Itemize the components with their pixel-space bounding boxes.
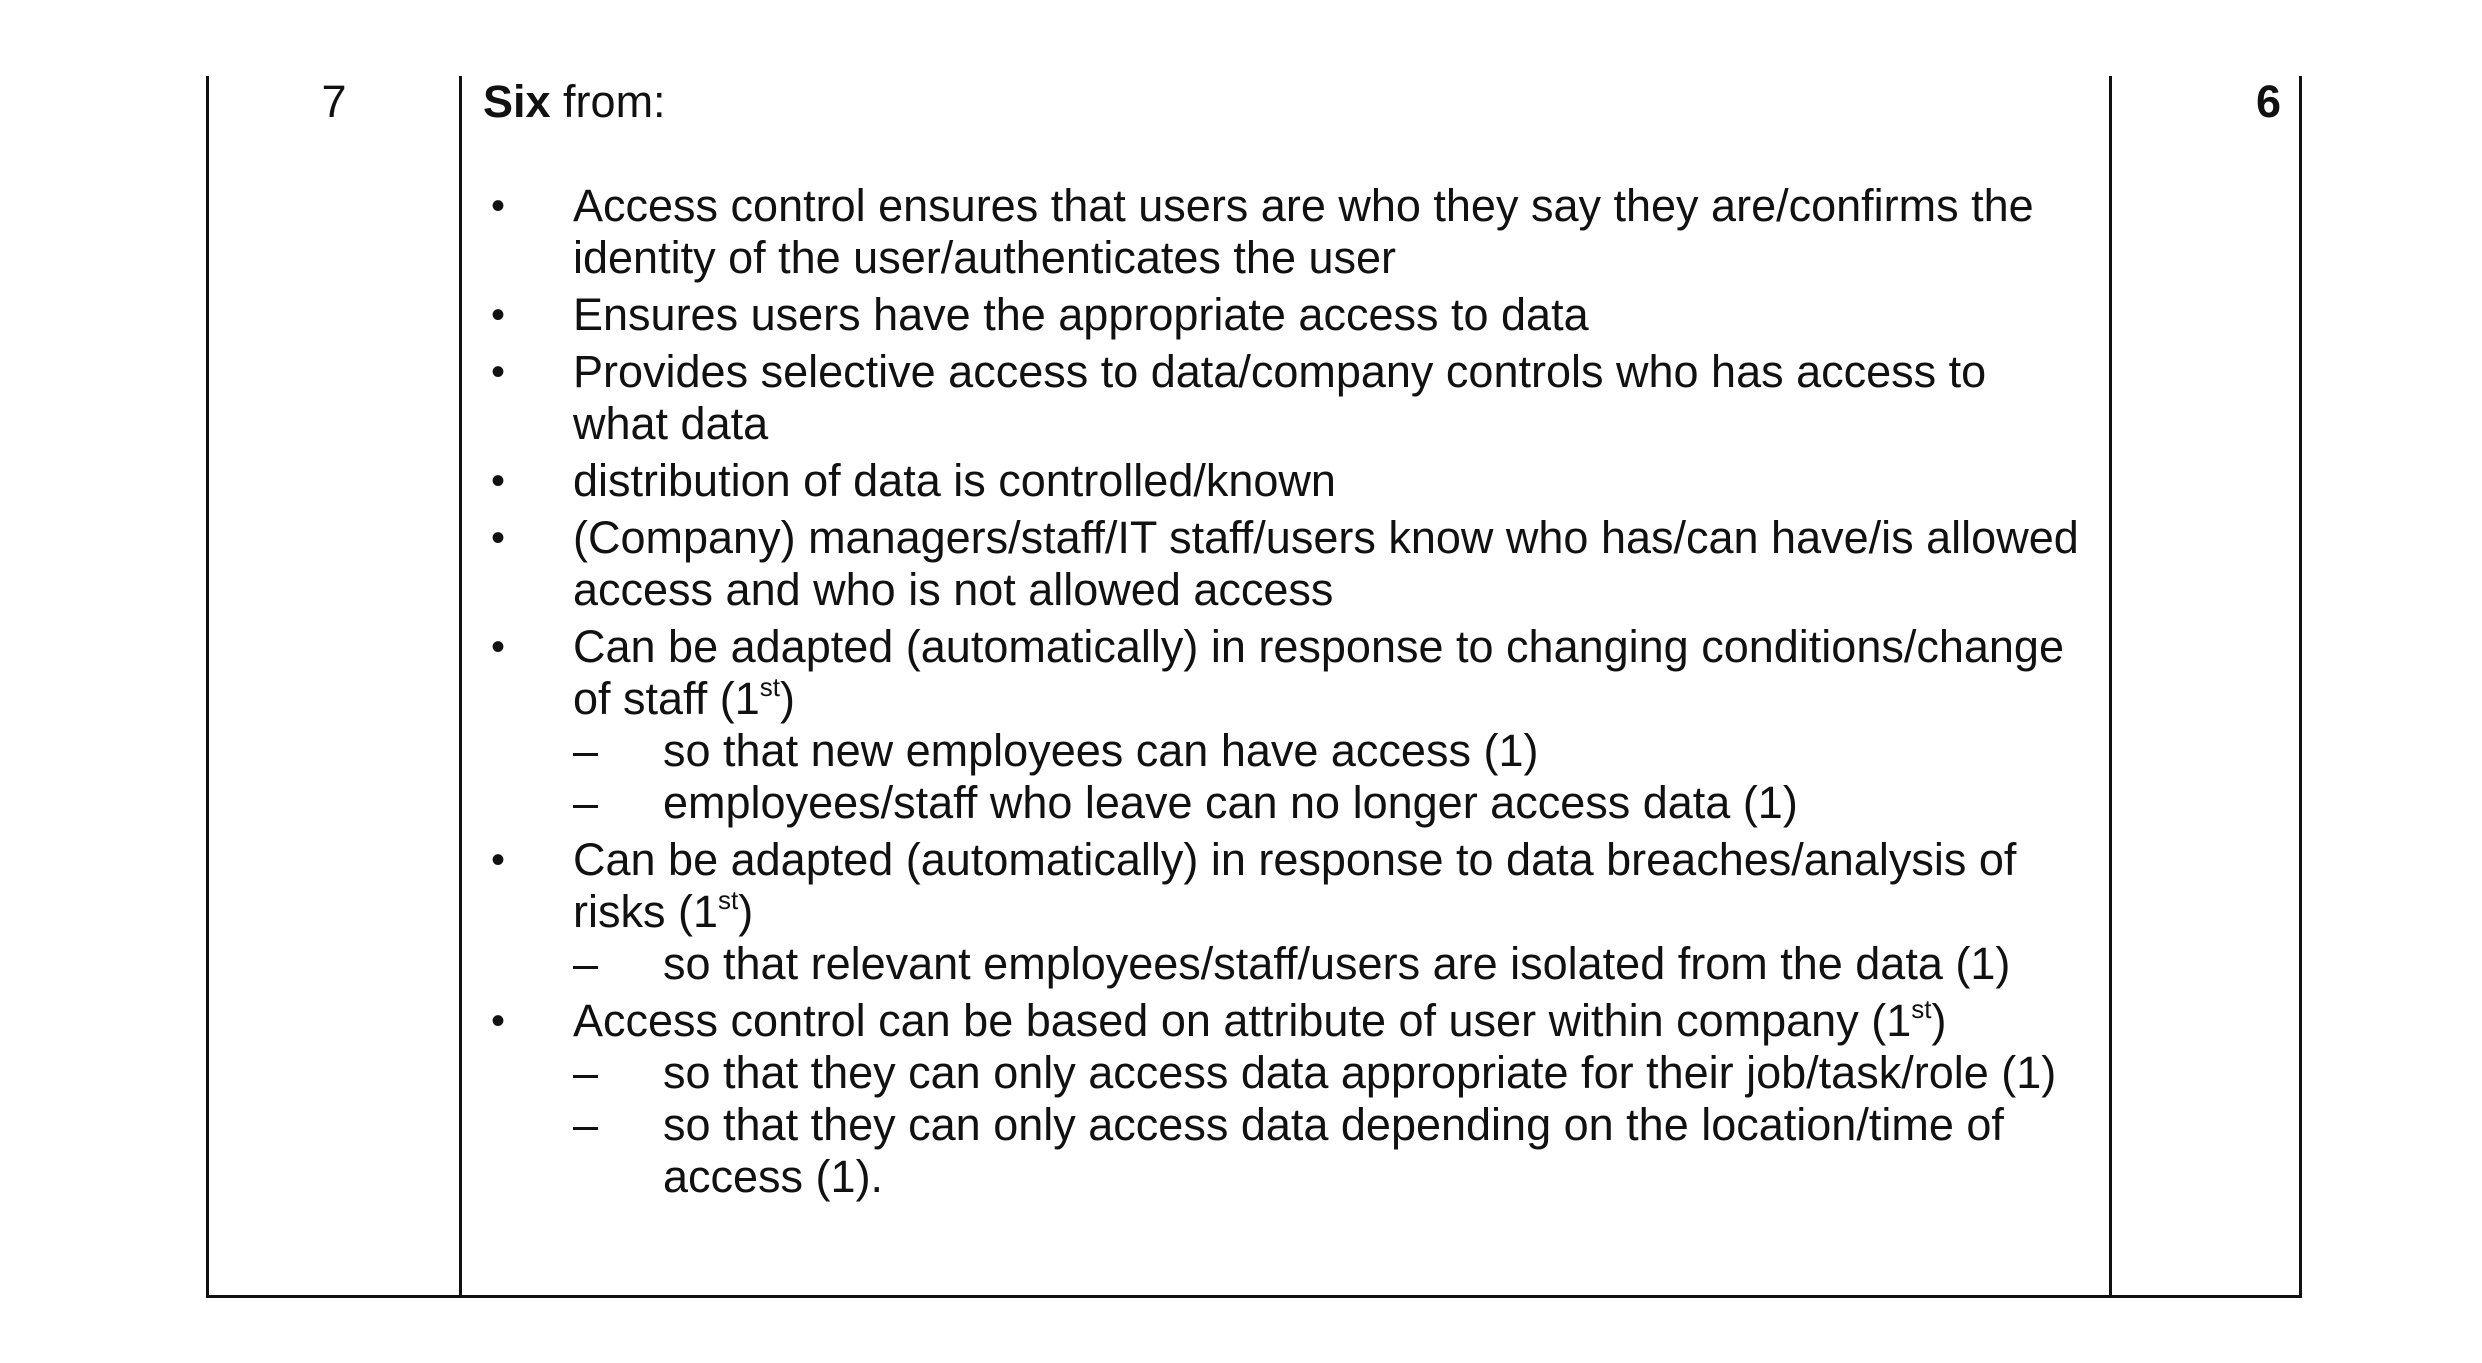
- sub-point: [573, 938, 2093, 990]
- answer-point: [483, 346, 2093, 450]
- dash-icon: –: [573, 725, 599, 776]
- answer-point-text: (Company) managers/staff/IT staff/users know who has/can have/is allowed access and who is not allowed access: [573, 512, 2079, 615]
- sub-points-list: [573, 725, 2093, 829]
- answer-intro: [483, 76, 2093, 128]
- closing-paren: ): [1931, 995, 1947, 1046]
- sub-point: [573, 1047, 2093, 1099]
- answer-point-text: distribution of data is controlled/known: [573, 455, 1336, 506]
- sub-point-text: so that they can only access data appropriate for their job/task/role (1): [663, 1047, 2057, 1098]
- question-number: 7: [321, 76, 347, 127]
- ordinal-superscript: st: [759, 672, 781, 702]
- intro-text: from:: [550, 76, 666, 127]
- sub-point: [573, 1099, 2093, 1203]
- marks-value: 6: [2255, 76, 2281, 127]
- sub-point-text: so that they can only access data depending on the location/time of access (1).: [663, 1099, 2004, 1202]
- answer-point-text: Access control can be based on attribute of user within company (1: [573, 995, 1912, 1046]
- sub-points-list: [573, 1047, 2093, 1203]
- dash-icon: –: [573, 1047, 599, 1098]
- mark-scheme-table: [206, 76, 2302, 1298]
- answer-point: [483, 621, 2093, 829]
- answer-point-text: Provides selective access to data/company controls who has access to what data: [573, 346, 1987, 449]
- sub-point-text: so that relevant employees/staff/users are isolated from the data (1): [663, 938, 2011, 989]
- answer-point-text: Can be adapted (automatically) in response to changing conditions/change of staff (1: [573, 621, 2064, 724]
- dash-icon: –: [573, 777, 599, 828]
- answer-point: [483, 289, 2093, 341]
- bullet-icon: •: [490, 184, 505, 228]
- sub-point-text: so that new employees can have access (1): [663, 725, 1539, 776]
- answer-point: [483, 512, 2093, 616]
- answer-cell: [483, 76, 2093, 1208]
- closing-paren: ): [738, 886, 754, 937]
- ordinal-superscript: st: [1911, 994, 1932, 1024]
- answer-point: [483, 995, 2093, 1203]
- dash-icon: –: [573, 938, 599, 989]
- answer-point: [483, 180, 2093, 284]
- sub-points-list: [573, 938, 2093, 990]
- sub-point: [573, 777, 2093, 829]
- column-divider: [2109, 76, 2112, 1295]
- answer-point: [483, 834, 2093, 990]
- column-divider: [459, 76, 462, 1295]
- bullet-icon: •: [490, 459, 505, 503]
- answer-point: [483, 455, 2093, 507]
- sub-point-text: employees/staff who leave can no longer access data (1): [663, 777, 1798, 828]
- ordinal-superscript: st: [718, 885, 739, 915]
- intro-bold-word: Six: [483, 76, 551, 127]
- answer-point-text: Ensures users have the appropriate access to data: [573, 289, 1589, 340]
- bullet-icon: •: [490, 350, 505, 394]
- sub-point: [573, 725, 2093, 777]
- bullet-icon: •: [490, 838, 505, 882]
- answer-point-text: Can be adapted (automatically) in response to data breaches/analysis of risks (1: [573, 834, 2017, 937]
- closing-paren: ): [780, 673, 796, 724]
- answer-point-text: Access control ensures that users are who they say they are/confirms the identity of the user/authenticates the user: [573, 180, 2034, 283]
- bullet-icon: •: [490, 516, 505, 560]
- dash-icon: –: [573, 1099, 599, 1150]
- bullet-icon: •: [490, 293, 505, 337]
- answer-points-list: [483, 180, 2093, 1203]
- bullet-icon: •: [490, 625, 505, 669]
- bullet-icon: •: [490, 999, 505, 1043]
